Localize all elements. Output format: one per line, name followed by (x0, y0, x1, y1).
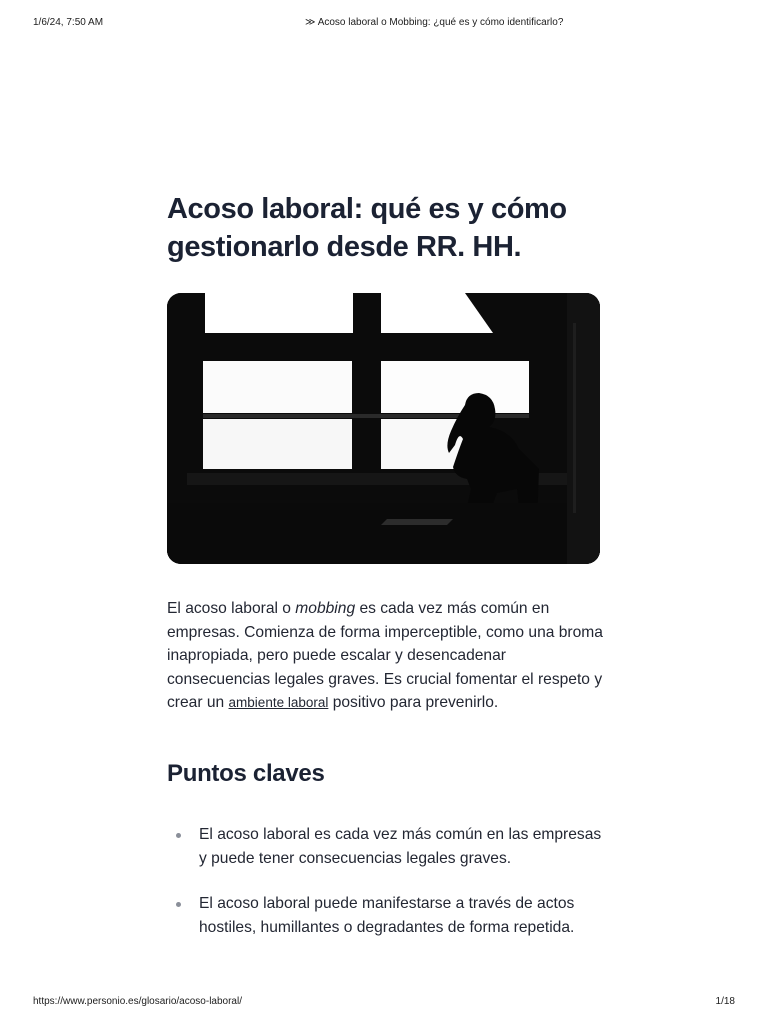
ambiente-laboral-link[interactable]: ambiente laboral (228, 695, 329, 710)
print-page-title: ≫ Acoso laboral o Mobbing: ¿qué es y cómo identificarlo? (305, 17, 564, 28)
intro-text-start: El acoso laboral o (167, 600, 296, 617)
intro-paragraph (167, 597, 607, 715)
bullet-icon (176, 833, 181, 838)
key-points-list (167, 823, 607, 961)
list-item-text: El acoso laboral puede manifestarse a través de actos hostiles, humillantes o degradantes de forma repetida. (199, 895, 575, 936)
bullet-icon (176, 902, 181, 907)
list-item (167, 892, 607, 939)
print-footer (33, 996, 735, 1010)
print-date: 1/6/24, 7:50 AM (33, 17, 104, 28)
section-title-key-points: Puntos claves (167, 760, 325, 787)
list-item (167, 823, 607, 870)
print-page-number: 1/18 (715, 996, 735, 1007)
list-item-text: El acoso laboral es cada vez más común en las empresas y puede tener consecuencias legales graves. (199, 826, 602, 867)
hero-image (167, 293, 600, 564)
print-header (33, 17, 735, 31)
article (167, 190, 607, 936)
intro-text-middle: es cada vez más común en empresas. Comienza de forma imperceptible, como una broma inapropiada, pero puede escalar y desencadenar consecuencias legales graves. Es crucial fomentar el respeto y crear un (167, 600, 603, 711)
intro-emphasis: mobbing (295, 600, 356, 617)
print-url: https://www.personio.es/glosario/acoso-laboral/ (33, 996, 242, 1007)
article-headline: Acoso laboral: qué es y cómo gestionarlo desde RR. HH. (167, 193, 567, 263)
intro-text-end: positivo para prevenirlo. (328, 694, 499, 711)
